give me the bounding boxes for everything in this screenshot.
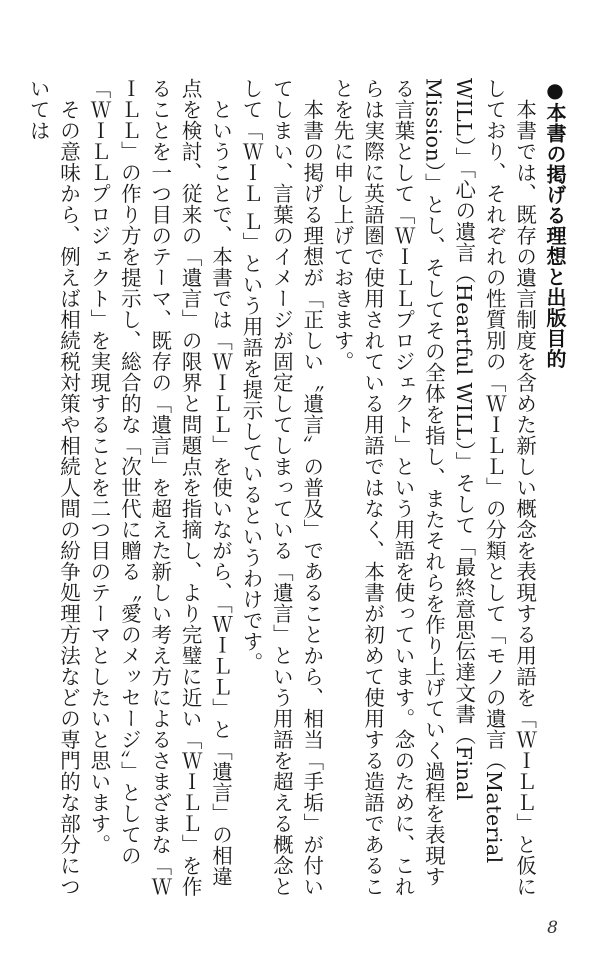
paragraph-1: 本書では、既存の遺言制度を含めた新しい概念を表現する用語を「ＷＩＬＬ」と仮にしており、それぞれの性質別の「ＷＩＬＬ」の分類として「モノの遺言（Material WILL）」「心の遺言（Heartful WILL）」そして「最終意思伝達文書（Final Mission）」とし、そしてその全体を指し、またそれらを作り上げていく過程を表現する言葉として「ＷＩＬＬプロジェクト」という用語を使っています。念のために、これらは実際に英語圏で使用されている用語ではなく、本書が初めて使用する造語であることを先に申し上げておきます。 — [330, 78, 537, 897]
section-heading — [540, 78, 570, 898]
paragraph-4: その意味から、例えば相続税対策や相続人間の紛争処理方法などの専門的な部分については — [26, 78, 81, 897]
section-heading-title: 本書の掲げる理想と出版目的 — [543, 102, 567, 369]
bullet-icon: ● — [543, 78, 567, 103]
paragraph-2: 本書の掲げる理想が「正しい〝遺言〟の普及」であることから、相当「手垢」が付いてしまい、言葉のイメージが固定してしまっている「遺言」という用語を超える概念として「ＷＩＬ Ｌ」という用語を提示しているというわけです。 — [238, 78, 324, 897]
page-number: 8 — [547, 918, 558, 938]
vertical-text-block — [26, 78, 570, 898]
paragraph-3: ということで、本書では「ＷＩＬＬ」を使いながら、「ＷＩＬＬ」と「遺言」の相違点を検討、従来の「遺言」の限界と問題点を指摘し、より完璧に近い「ＷＩＬＬ」を作ることを一つ目のテーマ、既存の「遺言」を超えた新しい考え方によるさまざまな「ＷＩＬＬ」の作り方を提示し、総合的な「次世代に贈る〝愛のメッセージ〟」としての「ＷＩＬＬプロジェクト」を実現することを二つ目のテーマとしたいと思います。 — [86, 78, 233, 897]
